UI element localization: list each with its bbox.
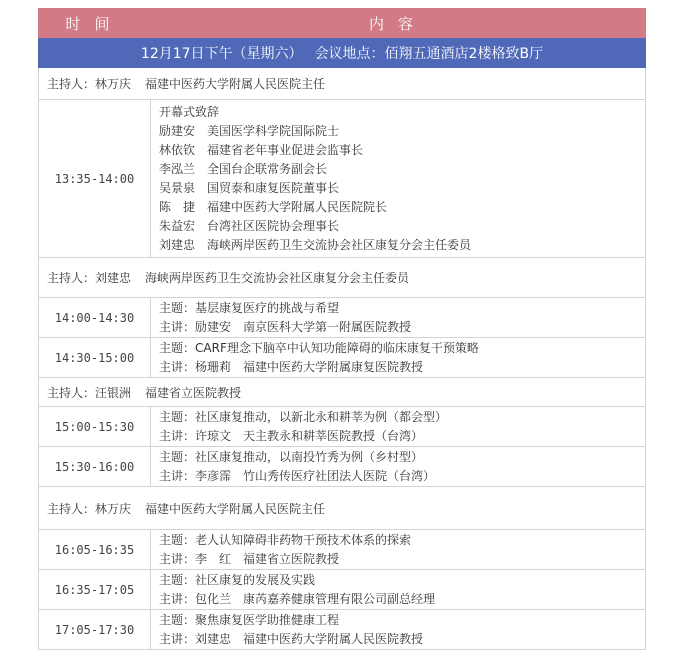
session-content	[151, 610, 646, 650]
host-cell	[39, 378, 646, 407]
opening-speaker-name: 陈 捷	[159, 199, 196, 214]
host-cell	[39, 68, 646, 100]
session-time: 14:30-15:00	[39, 338, 151, 378]
speaker-name: 励建安	[195, 319, 232, 334]
session-speaker	[159, 630, 645, 649]
host-name: 汪银洲	[95, 385, 132, 400]
host-affiliation: 福建中医药大学附属人民医院主任	[145, 77, 326, 91]
opening-row	[39, 100, 646, 258]
opening-title: 开幕式致辞	[159, 104, 220, 119]
host-name: 林万庆	[95, 501, 132, 516]
opening-speaker-name: 刘建忠	[159, 237, 196, 252]
session-row	[39, 447, 646, 487]
session-speaker	[159, 590, 645, 609]
opening-content	[151, 100, 646, 258]
opening-speaker-name: 李泓兰	[159, 161, 196, 176]
session-speaker	[159, 318, 645, 337]
topic-label: 主题：	[159, 612, 196, 627]
topic-text: CARF理念下脑卒中认知功能障碍的临床康复干预策略	[195, 340, 479, 355]
host-row	[39, 258, 646, 298]
host-name: 刘建忠	[95, 271, 132, 285]
table-header-row	[39, 9, 646, 38]
session-content	[151, 338, 646, 378]
opening-speaker-title: 台湾社区医院协会理事长	[207, 218, 340, 233]
topic-label: 主题：	[159, 340, 196, 355]
opening-speaker	[159, 236, 645, 255]
speaker-name: 杨珊莉	[195, 359, 232, 374]
agenda-table	[38, 8, 646, 650]
opening-speaker-name: 吴景泉	[159, 180, 196, 195]
speaker-label: 主讲：	[159, 359, 196, 374]
topic-text: 社区康复推动，以新北永和耕莘为例（都会型）	[195, 409, 448, 424]
speaker-name: 许琼文	[195, 428, 232, 443]
speaker-org: 康芮嘉养健康管理有限公司副总经理	[243, 591, 436, 606]
agenda-sheet	[38, 8, 645, 650]
speaker-name: 刘建忠	[195, 631, 232, 646]
speaker-org: 福建中医药大学附属人民医院教授	[243, 631, 424, 646]
session-row	[39, 298, 646, 338]
opening-speaker	[159, 122, 645, 141]
opening-speaker-title: 全国台企联常务副会长	[207, 161, 328, 176]
opening-time: 13:35-14:00	[39, 100, 151, 258]
session-content	[151, 447, 646, 487]
speaker-label: 主讲：	[159, 551, 196, 566]
session-content	[151, 407, 646, 447]
host-prefix: 主持人：	[47, 501, 96, 516]
opening-speaker-title: 福建中医药大学附属人民医院院长	[207, 199, 388, 214]
speaker-label: 主讲：	[159, 591, 196, 606]
host-affiliation: 福建中医药大学附属人民医院主任	[145, 501, 326, 516]
session-venue: 会议地点：佰翔五通酒店2楼格致B厅	[314, 45, 544, 62]
opening-speaker-title: 海峡两岸医药卫生交流协会社区康复分会主任委员	[207, 237, 472, 252]
session-row	[39, 610, 646, 650]
topic-text: 社区康复的发展及实践	[195, 572, 316, 587]
host-prefix: 主持人：	[47, 271, 96, 285]
speaker-name: 包化兰	[195, 591, 232, 606]
speaker-label: 主讲：	[159, 428, 196, 443]
topic-text: 老人认知障碍非药物干预技术体系的探索	[195, 532, 412, 547]
speaker-label: 主讲：	[159, 631, 196, 646]
topic-label: 主题：	[159, 572, 196, 587]
speaker-label: 主讲：	[159, 319, 196, 334]
host-row	[39, 487, 646, 530]
opening-speaker-name: 励建安	[159, 123, 196, 138]
host-cell	[39, 487, 646, 530]
opening-speaker	[159, 217, 645, 236]
topic-label: 主题：	[159, 409, 196, 424]
topic-text: 基层康复医疗的挑战与希望	[195, 300, 340, 315]
opening-speaker-title: 国贸泰和康复医院董事长	[207, 180, 340, 195]
speaker-org: 竹山秀传医疗社团法人医院（台湾）	[243, 468, 436, 483]
session-time: 15:00-15:30	[39, 407, 151, 447]
session-time: 17:05-17:30	[39, 610, 151, 650]
content-column-header: 内容	[151, 9, 646, 38]
host-name: 林万庆	[95, 77, 132, 91]
topic-label: 主题：	[159, 449, 196, 464]
host-prefix: 主持人：	[47, 77, 96, 91]
session-content	[151, 570, 646, 610]
speaker-label: 主讲：	[159, 468, 196, 483]
session-content	[151, 530, 646, 570]
session-topic	[159, 611, 645, 630]
host-cell	[39, 258, 646, 298]
session-banner-cell	[39, 38, 646, 68]
speaker-name: 李彦霈	[195, 468, 232, 483]
opening-speaker	[159, 179, 645, 198]
opening-speaker-name: 林依钦	[159, 142, 196, 157]
speaker-org: 福建省立医院教授	[243, 551, 340, 566]
opening-speaker	[159, 160, 645, 179]
speaker-org: 南京医科大学第一附属医院教授	[243, 319, 412, 334]
session-topic	[159, 448, 645, 467]
session-time: 15:30-16:00	[39, 447, 151, 487]
opening-speaker	[159, 198, 645, 217]
speaker-org: 福建中医药大学附属康复医院教授	[243, 359, 424, 374]
opening-speaker-name: 朱益宏	[159, 218, 196, 233]
session-time: 16:35-17:05	[39, 570, 151, 610]
session-topic	[159, 299, 645, 318]
opening-speaker-title: 福建省老年事业促进会监事长	[207, 142, 364, 157]
speaker-org: 天主教永和耕莘医院教授（台湾）	[243, 428, 424, 443]
session-topic	[159, 531, 645, 550]
host-row	[39, 68, 646, 100]
topic-text: 社区康复推动，以南投竹秀为例（乡村型）	[195, 449, 424, 464]
session-speaker	[159, 467, 645, 486]
session-time: 14:00-14:30	[39, 298, 151, 338]
host-affiliation: 福建省立医院教授	[145, 385, 242, 400]
session-time: 16:05-16:35	[39, 530, 151, 570]
opening-speaker-title: 美国医学科学院国际院士	[207, 123, 340, 138]
time-column-header: 时间	[39, 9, 151, 38]
host-prefix: 主持人：	[47, 385, 96, 400]
host-row	[39, 378, 646, 407]
session-speaker	[159, 427, 645, 446]
session-row	[39, 570, 646, 610]
session-row	[39, 338, 646, 378]
topic-label: 主题：	[159, 532, 196, 547]
topic-label: 主题：	[159, 300, 196, 315]
session-content	[151, 298, 646, 338]
session-topic	[159, 408, 645, 427]
host-affiliation: 海峡两岸医药卫生交流协会社区康复分会主任委员	[145, 271, 410, 285]
session-speaker	[159, 358, 645, 377]
opening-speaker	[159, 141, 645, 160]
session-date: 12月17日下午（星期六）	[140, 45, 303, 62]
session-speaker	[159, 550, 645, 569]
topic-text: 聚焦康复医学助推健康工程	[195, 612, 340, 627]
speaker-name: 李 红	[195, 551, 232, 566]
session-row	[39, 407, 646, 447]
session-topic	[159, 571, 645, 590]
session-row	[39, 530, 646, 570]
session-banner	[39, 38, 646, 68]
session-topic	[159, 339, 645, 358]
